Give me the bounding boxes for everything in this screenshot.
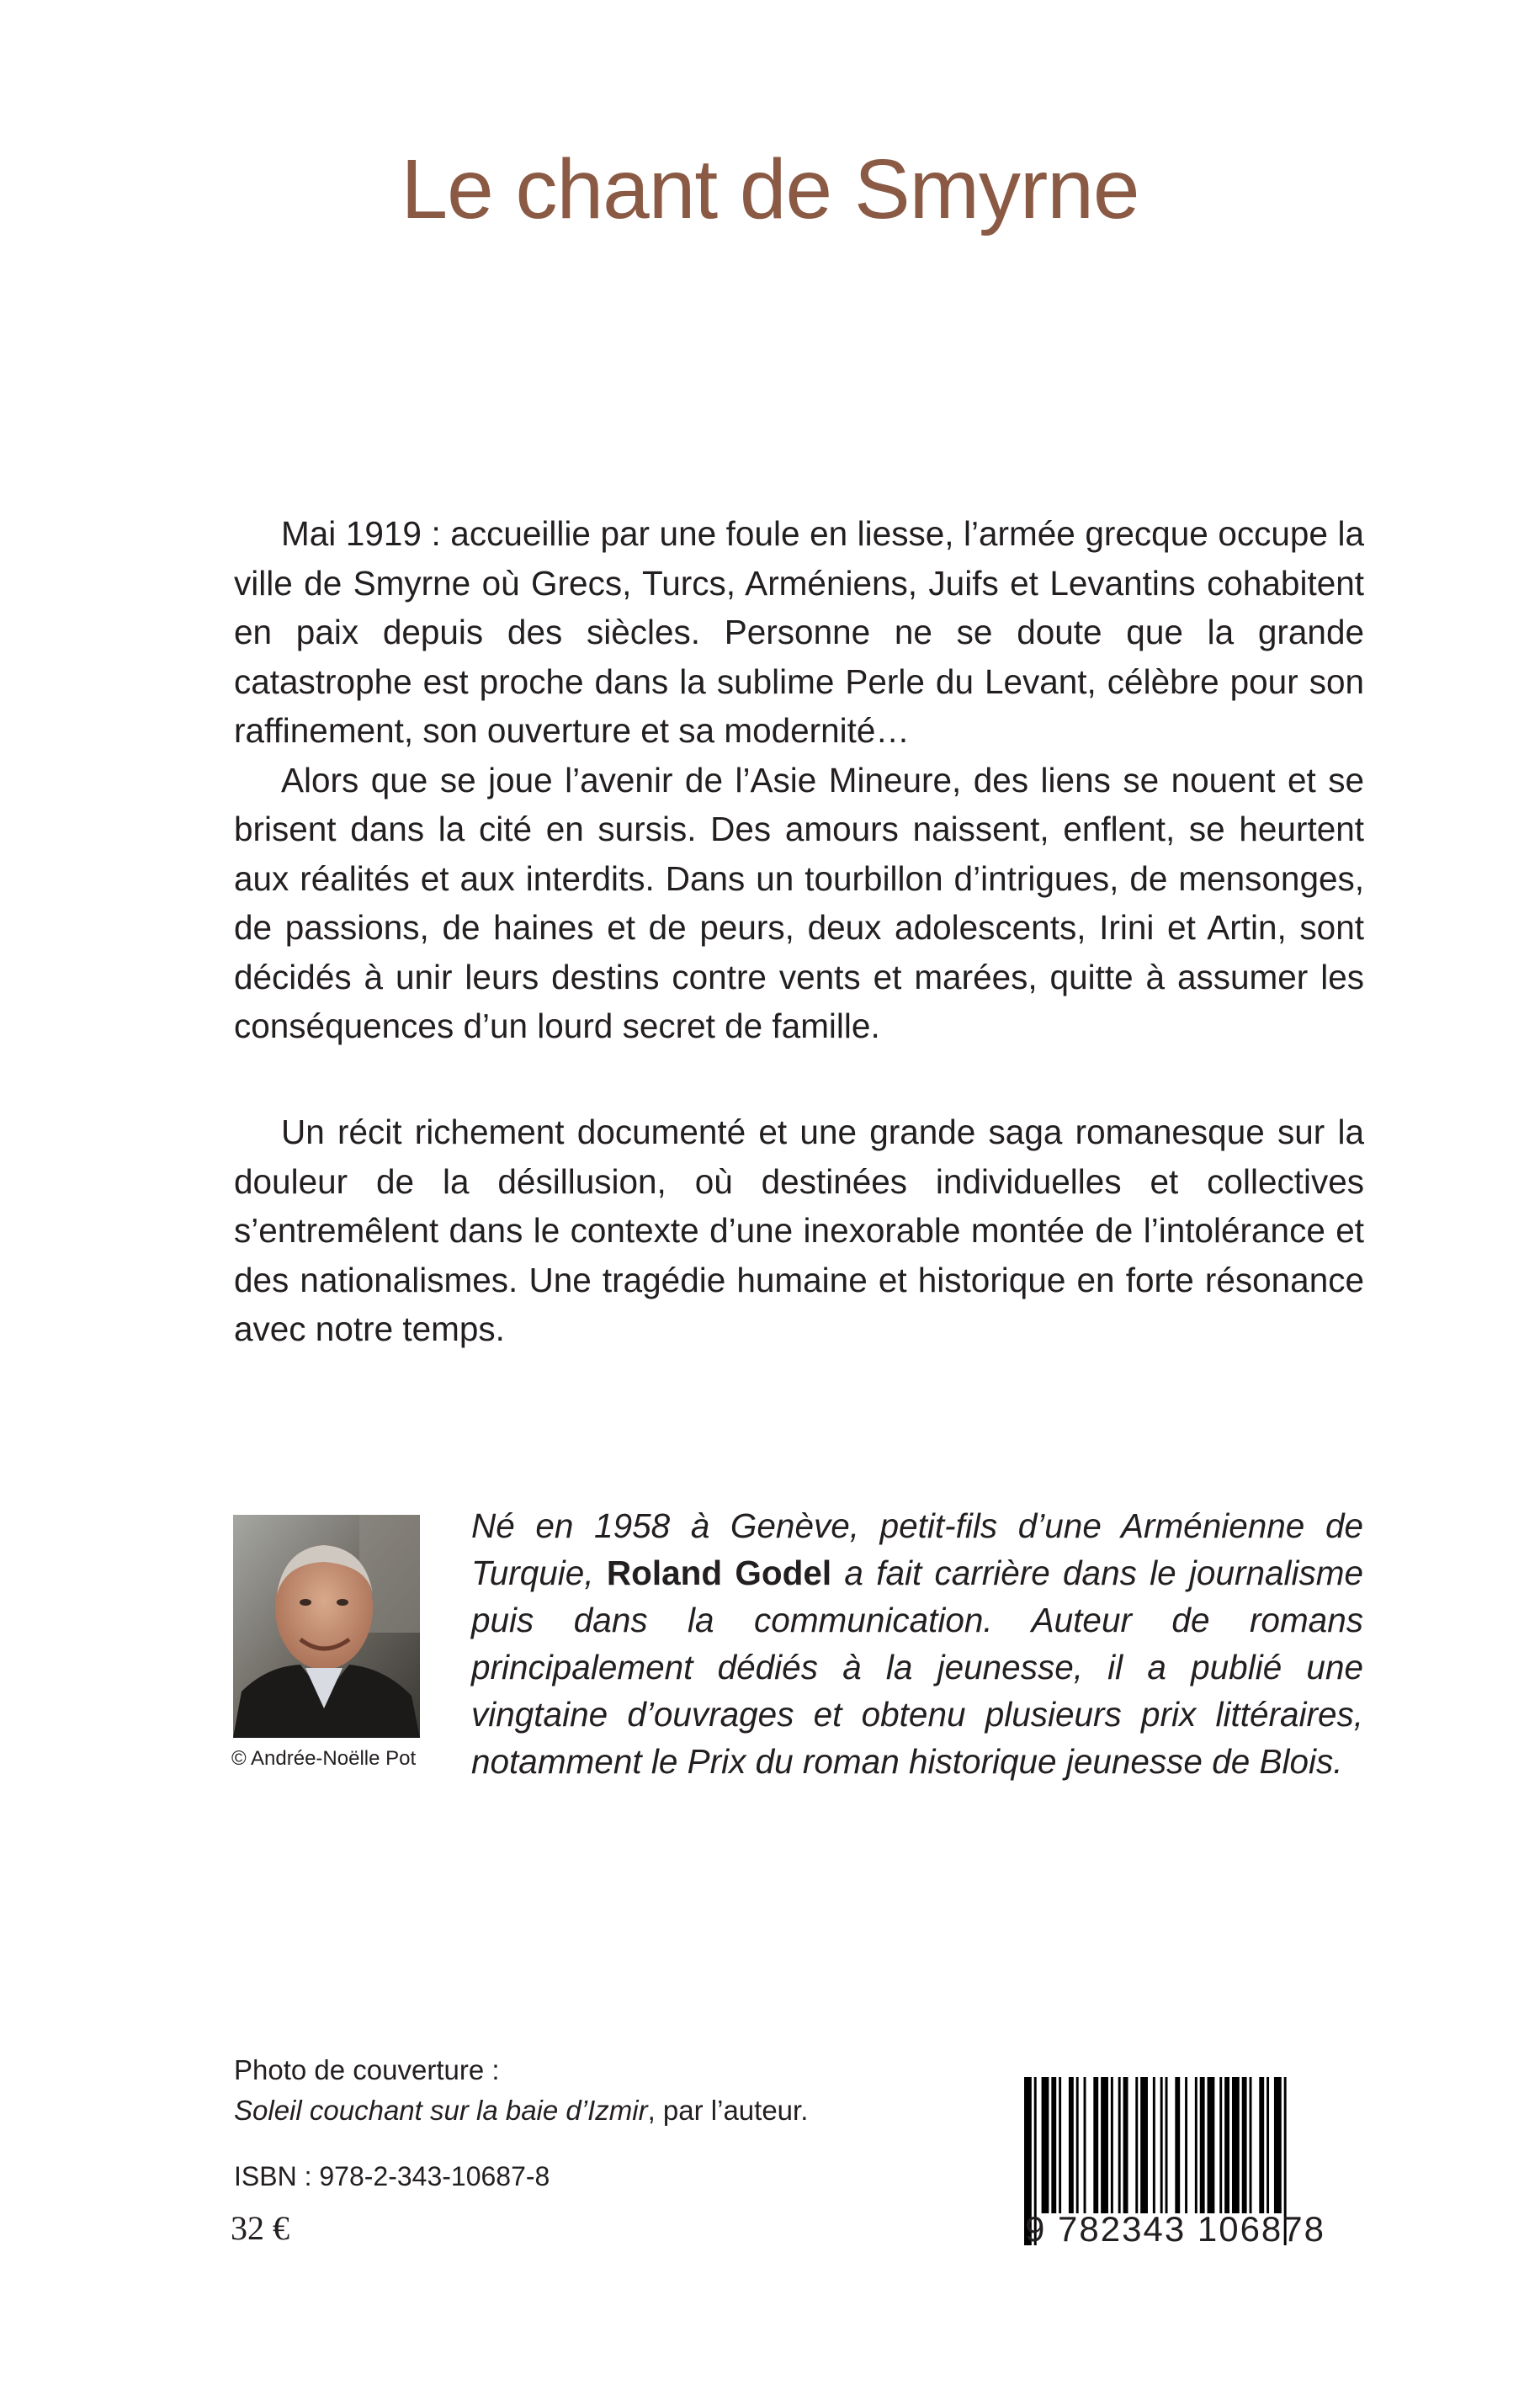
- barcode-bar: [1042, 2077, 1049, 2213]
- barcode-bar: [1051, 2077, 1056, 2213]
- barcode-bar: [1242, 2077, 1247, 2213]
- synopsis: [234, 509, 1364, 1051]
- barcode-bar: [1259, 2077, 1264, 2213]
- barcode-bar: [1069, 2077, 1074, 2213]
- synopsis-summary: [234, 1108, 1364, 1354]
- author-name: Roland Godel: [606, 1554, 832, 1592]
- author-bio-text: a fait carrière dans le journalisme puis dans la communication. Auteur de romans principalement dédiés à la jeunesse, il a publié une vingtaine d’ouvrages et obtenu plusieurs prix littéraires, notamment le Prix du roman historique jeunesse de Blois.: [471, 1554, 1364, 1781]
- barcode-bar: [1084, 2077, 1086, 2213]
- author-bio: [471, 1502, 1363, 1785]
- cover-photo-label: Photo de couverture :: [234, 2054, 500, 2085]
- barcode-digits: 9 782343 106878: [1025, 2209, 1325, 2249]
- barcode-bar: [1140, 2077, 1148, 2213]
- barcode-bar: [1219, 2077, 1222, 2213]
- barcode-bar: [1153, 2077, 1155, 2213]
- barcode-bar: [1232, 2077, 1240, 2213]
- barcode-bar: [1093, 2077, 1098, 2213]
- barcode-bar: [1059, 2077, 1061, 2213]
- author-portrait-image: [233, 1515, 420, 1738]
- barcode-bar: [1166, 2077, 1168, 2213]
- price: 32 €: [231, 2209, 289, 2247]
- cover-photo-credit: [234, 2050, 808, 2131]
- barcode-bar: [1267, 2077, 1269, 2213]
- barcode-bar: [1250, 2077, 1252, 2213]
- barcode-bar: [1135, 2077, 1138, 2213]
- photo-credit: © Andrée-Noëlle Pot: [231, 1747, 417, 1770]
- author-photo: [233, 1515, 420, 1738]
- synopsis-paragraph: Un récit richement documenté et une grande saga romanesque sur la douleur de la désillusion, où destinées individuelles et collectives s’entremêlent dans le contexte d’une inexorable montée de l’intolérance et des nationalismes. Une tragédie humaine et historique en forte résonance avec notre temps.: [234, 1113, 1364, 1348]
- cover-photo-attribution: , par l’auteur.: [647, 2095, 809, 2126]
- barcode-bar: [1160, 2077, 1163, 2213]
- barcode-bar: [1224, 2077, 1229, 2213]
- synopsis-paragraph: Mai 1919 : accueillie par une foule en liesse, l’armée grecque occupe la ville de Smyrne où Grecs, Turcs, Arméniens, Juifs et Levantins cohabitent en paix depuis des siècles. Personne ne se doute que la grande catastrophe est proche dans la sublime Perle du Levant, célèbre pour son raffinement, son ouverture et sa modernité…: [234, 514, 1364, 750]
- barcode-bar: [1076, 2077, 1079, 2213]
- barcode-bar: [1101, 2077, 1108, 2213]
- author-bio-intro: Né en 1958 à Genève, petit-fils d’une Arménienne de Turquie,: [471, 1506, 1363, 1592]
- barcode-bar: [1274, 2077, 1282, 2213]
- cover-photo-caption: Soleil couchant sur la baie d’Izmir: [234, 2095, 648, 2126]
- barcode-bar: [1185, 2077, 1187, 2213]
- synopsis-paragraph: Alors que se joue l’avenir de l’Asie Mineure, des liens se nouent et se brisent dans la cité en sursis. Des amours naissent, enflent, se heurtent aux réalités et aux interdits. Dans un tourbillon d’intrigues, de mensonges, de passions, de haines et de peurs, deux adolescents, Irini et Artin, sont décidés à unir leurs destins contre vents et marées, quitte à assumer les conséquences d’un lourd secret de famille.: [234, 760, 1364, 1045]
- isbn: ISBN : 978-2-343-10687-8: [234, 2161, 550, 2191]
- barcode-bar: [1118, 2077, 1121, 2213]
- book-title: Le chant de Smyrne: [401, 142, 1139, 236]
- barcode-bar: [1123, 2077, 1128, 2213]
- barcode-bar: [1200, 2077, 1205, 2213]
- barcode-bar: [1111, 2077, 1113, 2213]
- barcode-bar: [1175, 2077, 1180, 2213]
- barcode-bar: [1195, 2077, 1197, 2213]
- barcode-bar: [1208, 2077, 1215, 2213]
